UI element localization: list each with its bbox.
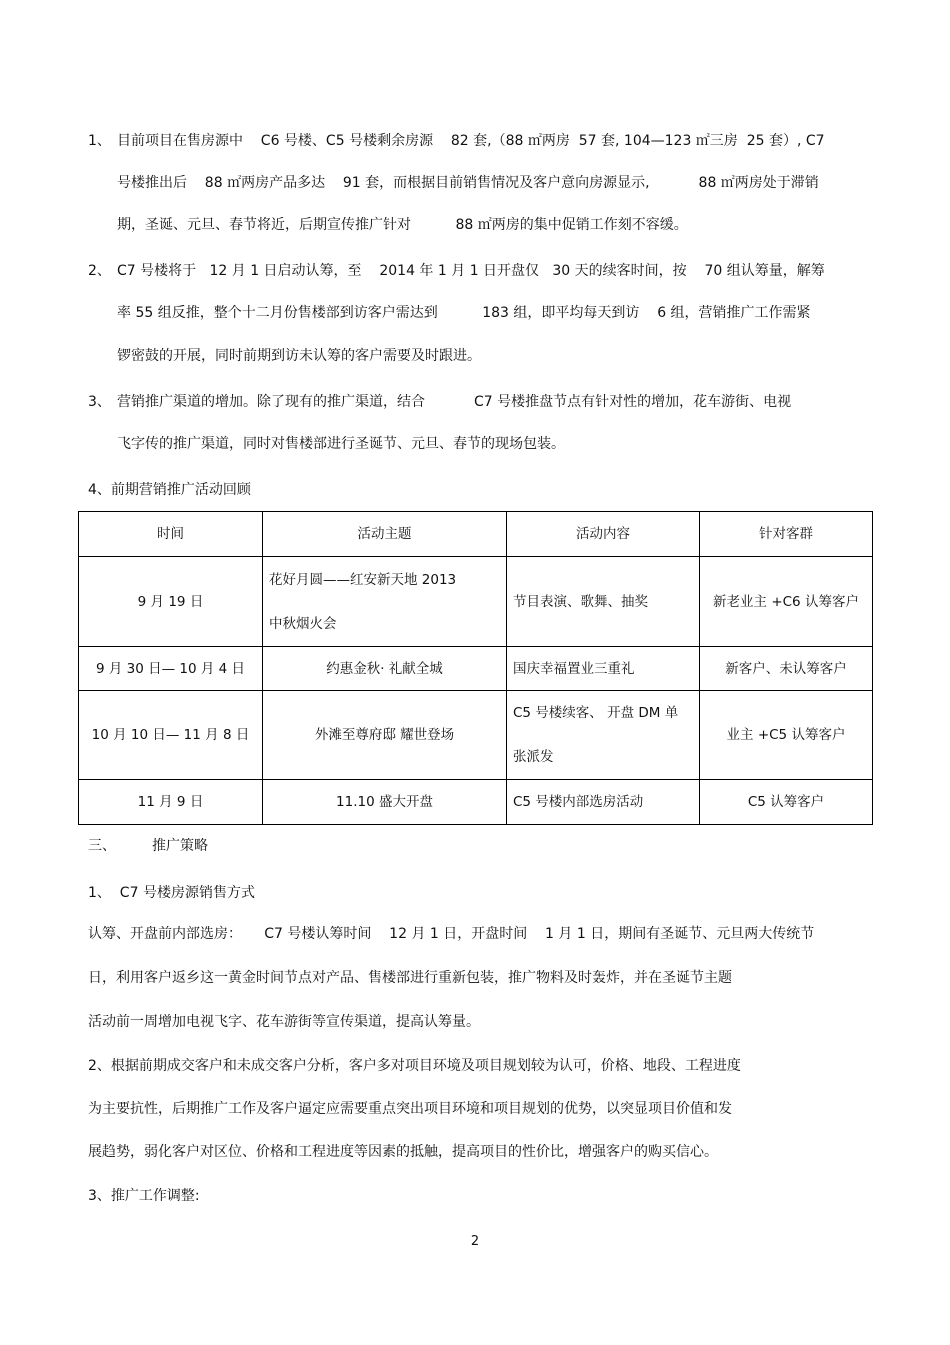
page-number: 2	[470, 1234, 480, 1249]
s3-heading: 3、推广工作调整:	[88, 1188, 200, 1204]
cell-content: 国庆幸福置业三重礼	[507, 647, 700, 691]
table-row	[79, 691, 873, 780]
cell-audience: 新客户、未认筹客户	[700, 647, 873, 691]
theme-line: 花好月圆——红安新天地 2013	[269, 571, 457, 588]
s1-heading: 1、 C7 号楼房源销售方式	[88, 885, 255, 901]
cell-theme: 11.10 盛大开盘	[263, 780, 507, 825]
content-line: C5 号楼续客、 开盘 DM 单	[513, 705, 679, 721]
section-number: 三、	[88, 838, 116, 854]
item-line: 目前项目在售房源中 C6 号楼、C5 号楼剩余房源 82 套,（88 ㎡两房 57 套, 104—123 ㎡三房 25 套）, C7	[117, 133, 825, 149]
cell-time: 9 月 19 日	[79, 557, 263, 647]
item-line: 营销推广渠道的增加。除了现有的推广渠道，结合 C7 号楼推盘节点有针对性的增加，花车游街、电视	[117, 394, 792, 410]
paragraph-line: 活动前一周增加电视飞字、花车游街等宣传渠道，提高认筹量。	[88, 1014, 480, 1030]
paragraph-line: 认筹、开盘前内部选房： C7 号楼认筹时间 12 月 1 日，开盘时间 1 月 1 日，期间有圣诞节、元旦两大传统节	[88, 926, 815, 942]
header-theme: 活动主题	[263, 512, 507, 557]
table-row	[79, 780, 873, 825]
item-line: 率 55 组反推，整个十二月份售楼部到访客户需达到 183 组，即平均每天到访 6 组，营销推广工作需紧	[117, 305, 811, 321]
cell-theme: 约惠金秋· 礼献全城	[263, 647, 507, 691]
table-row	[79, 647, 873, 691]
header-content: 活动内容	[507, 512, 700, 557]
cell-time: 9 月 30 日— 10 月 4 日	[79, 647, 263, 691]
item-line: C7 号楼将于 12 月 1 日启动认筹，至 2014 年 1 月 1 日开盘仅 30 天的续客时间，按 70 组认筹量，解筹	[117, 263, 825, 279]
cell-audience: 业主 +C5 认筹客户	[700, 691, 873, 780]
item-line: 号楼推出后 88 ㎡两房产品多达 91 套，而根据目前销售情况及客户意向房源显示, 88 ㎡两房处于滞销	[117, 175, 819, 191]
paragraph-line: 展趋势，弱化客户对区位、价格和工程进度等因素的抵触，提高项目的性价比，增强客户的购买信心。	[88, 1144, 718, 1160]
activity-review-table	[78, 511, 873, 825]
cell-audience: C5 认筹客户	[700, 780, 873, 825]
item-number: 2、	[88, 263, 111, 279]
item-line: 飞字传的推广渠道，同时对售楼部进行圣诞节、元旦、春节的现场包装。	[117, 436, 565, 452]
cell-content: C5 号楼内部选房活动	[507, 780, 700, 825]
cell-theme: 外滩至尊府邸 耀世登场	[263, 691, 507, 780]
header-audience: 针对客群	[700, 512, 873, 557]
paragraph-line: 日，利用客户返乡这一黄金时间节点对产品、售楼部进行重新包装，推广物料及时轰炸，并在圣诞节主题	[88, 970, 732, 986]
section-title: 推广策略	[152, 838, 208, 854]
paragraph-line: 2、根据前期成交客户和未成交客户分析，客户多对项目环境及项目规划较为认可，价格、地段、工程进度	[88, 1058, 741, 1074]
cell-audience: 新老业主 +C6 认筹客户	[700, 557, 873, 647]
item-number: 1、	[88, 133, 111, 149]
cell-content: 节目表演、歌舞、抽奖	[507, 557, 700, 647]
review-title: 4、前期营销推广活动回顾	[88, 482, 251, 498]
cell-time: 11 月 9 日	[79, 780, 263, 825]
theme-line: 中秋烟火会	[269, 615, 337, 632]
item-line: 期，圣诞、元旦、春节将近，后期宣传推广针对 88 ㎡两房的集中促销工作刻不容缓。	[117, 217, 688, 233]
content-line: 张派发	[513, 749, 554, 765]
cell-time: 10 月 10 日— 11 月 8 日	[79, 691, 263, 780]
table-row	[79, 557, 873, 647]
cell-theme	[263, 557, 507, 647]
paragraph-line: 为主要抗性，后期推广工作及客户逼定应需要重点突出项目环境和项目规划的优势，以突显项目价值和发	[88, 1101, 732, 1117]
header-time: 时间	[79, 512, 263, 557]
table-header-row	[79, 512, 873, 557]
cell-content	[507, 691, 700, 780]
item-line: 锣密鼓的开展，同时前期到访未认筹的客户需要及时跟进。	[117, 348, 481, 364]
item-number: 3、	[88, 394, 111, 410]
